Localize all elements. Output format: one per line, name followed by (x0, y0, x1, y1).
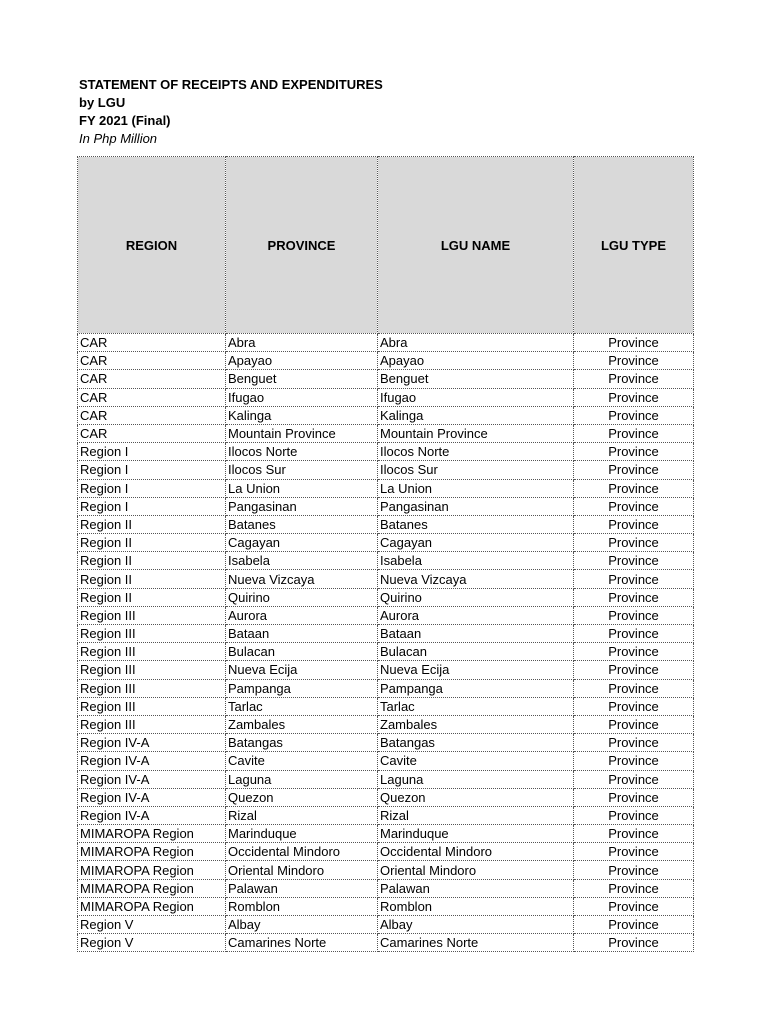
column-header-lgu-type: LGU TYPE (574, 157, 694, 334)
province-cell: Tarlac (226, 697, 378, 715)
region-cell: Region I (78, 461, 226, 479)
table-row (78, 534, 694, 552)
province-cell: Apayao (226, 352, 378, 370)
region-cell: Region III (78, 625, 226, 643)
province-cell: Ilocos Sur (226, 461, 378, 479)
column-header-province: PROVINCE (226, 157, 378, 334)
lgu-type-cell: Province (574, 788, 694, 806)
lgu-name-cell: Apayao (378, 352, 574, 370)
column-header-lgu-name: LGU NAME (378, 157, 574, 334)
table-row (78, 734, 694, 752)
province-cell: Benguet (226, 370, 378, 388)
lgu-name-cell: Abra (378, 334, 574, 352)
lgu-name-cell: Quezon (378, 788, 574, 806)
region-cell: MIMAROPA Region (78, 897, 226, 915)
province-cell: Bulacan (226, 643, 378, 661)
lgu-type-cell: Province (574, 443, 694, 461)
lgu-type-cell: Province (574, 588, 694, 606)
table-header-row (78, 157, 694, 334)
lgu-name-cell: Tarlac (378, 697, 574, 715)
lgu-type-cell: Province (574, 606, 694, 624)
lgu-name-cell: Quirino (378, 588, 574, 606)
lgu-name-cell: Kalinga (378, 406, 574, 424)
table-row (78, 897, 694, 915)
province-cell: Bataan (226, 625, 378, 643)
fiscal-year: FY 2021 (Final) (79, 113, 171, 128)
region-cell: CAR (78, 406, 226, 424)
table-row (78, 679, 694, 697)
lgu-type-cell: Province (574, 461, 694, 479)
province-cell: Laguna (226, 770, 378, 788)
lgu-name-cell: Laguna (378, 770, 574, 788)
table-row (78, 879, 694, 897)
lgu-name-cell: Pampanga (378, 679, 574, 697)
table-row (78, 916, 694, 934)
province-cell: Aurora (226, 606, 378, 624)
region-cell: Region III (78, 606, 226, 624)
lgu-type-cell: Province (574, 752, 694, 770)
region-cell: Region V (78, 916, 226, 934)
lgu-type-cell: Province (574, 770, 694, 788)
lgu-type-cell: Province (574, 916, 694, 934)
lgu-type-cell: Province (574, 861, 694, 879)
province-cell: Isabela (226, 552, 378, 570)
province-cell: Ifugao (226, 388, 378, 406)
table-row (78, 643, 694, 661)
province-cell: Camarines Norte (226, 934, 378, 952)
province-cell: La Union (226, 479, 378, 497)
table-row (78, 934, 694, 952)
report-header (79, 76, 383, 148)
province-cell: Batanes (226, 515, 378, 533)
region-cell: CAR (78, 424, 226, 442)
lgu-name-cell: Occidental Mindoro (378, 843, 574, 861)
province-cell: Quirino (226, 588, 378, 606)
table-row (78, 806, 694, 824)
region-cell: Region III (78, 697, 226, 715)
lgu-type-cell: Province (574, 897, 694, 915)
region-cell: Region I (78, 479, 226, 497)
region-cell: Region II (78, 570, 226, 588)
lgu-name-cell: Camarines Norte (378, 934, 574, 952)
lgu-name-cell: Ilocos Sur (378, 461, 574, 479)
province-cell: Abra (226, 334, 378, 352)
region-cell: CAR (78, 388, 226, 406)
lgu-name-cell: Palawan (378, 879, 574, 897)
table-row (78, 752, 694, 770)
table-row (78, 825, 694, 843)
province-cell: Nueva Vizcaya (226, 570, 378, 588)
table-row (78, 443, 694, 461)
region-cell: CAR (78, 352, 226, 370)
region-cell: Region IV-A (78, 806, 226, 824)
lgu-type-cell: Province (574, 843, 694, 861)
province-cell: Kalinga (226, 406, 378, 424)
table-row (78, 479, 694, 497)
lgu-name-cell: Batangas (378, 734, 574, 752)
province-cell: Zambales (226, 715, 378, 733)
region-cell: Region I (78, 497, 226, 515)
table-row (78, 334, 694, 352)
lgu-name-cell: Ifugao (378, 388, 574, 406)
province-cell: Batangas (226, 734, 378, 752)
lgu-name-cell: Mountain Province (378, 424, 574, 442)
lgu-type-cell: Province (574, 625, 694, 643)
province-cell: Mountain Province (226, 424, 378, 442)
region-cell: MIMAROPA Region (78, 825, 226, 843)
lgu-type-cell: Province (574, 497, 694, 515)
report-title: STATEMENT OF RECEIPTS AND EXPENDITURES (79, 77, 383, 92)
province-cell: Nueva Ecija (226, 661, 378, 679)
column-header-region: REGION (78, 157, 226, 334)
lgu-type-cell: Province (574, 679, 694, 697)
lgu-type-cell: Province (574, 352, 694, 370)
lgu-name-cell: Cavite (378, 752, 574, 770)
province-cell: Palawan (226, 879, 378, 897)
region-cell: Region V (78, 934, 226, 952)
report-grouping: by LGU (79, 95, 126, 110)
table-row (78, 697, 694, 715)
lgu-name-cell: Romblon (378, 897, 574, 915)
region-cell: Region III (78, 661, 226, 679)
province-cell: Pampanga (226, 679, 378, 697)
currency-unit: In Php Million (79, 131, 158, 146)
region-cell: Region IV-A (78, 788, 226, 806)
table-row (78, 843, 694, 861)
lgu-name-cell: Aurora (378, 606, 574, 624)
table-row (78, 497, 694, 515)
lgu-name-cell: Rizal (378, 806, 574, 824)
region-cell: Region III (78, 715, 226, 733)
lgu-type-cell: Province (574, 661, 694, 679)
lgu-type-cell: Province (574, 370, 694, 388)
lgu-type-cell: Province (574, 534, 694, 552)
lgu-table (77, 156, 694, 952)
lgu-name-cell: Bataan (378, 625, 574, 643)
lgu-type-cell: Province (574, 825, 694, 843)
region-cell: CAR (78, 334, 226, 352)
table-row (78, 352, 694, 370)
region-cell: Region II (78, 552, 226, 570)
province-cell: Rizal (226, 806, 378, 824)
province-cell: Cavite (226, 752, 378, 770)
lgu-name-cell: Pangasinan (378, 497, 574, 515)
table-row (78, 388, 694, 406)
lgu-name-cell: Ilocos Norte (378, 443, 574, 461)
province-cell: Quezon (226, 788, 378, 806)
lgu-type-cell: Province (574, 388, 694, 406)
region-cell: Region IV-A (78, 752, 226, 770)
lgu-name-cell: Isabela (378, 552, 574, 570)
lgu-name-cell: Oriental Mindoro (378, 861, 574, 879)
table-row (78, 570, 694, 588)
lgu-type-cell: Province (574, 879, 694, 897)
table-row (78, 788, 694, 806)
region-cell: Region IV-A (78, 734, 226, 752)
region-cell: Region I (78, 443, 226, 461)
table-row (78, 861, 694, 879)
table-body (78, 334, 694, 952)
lgu-type-cell: Province (574, 515, 694, 533)
province-cell: Oriental Mindoro (226, 861, 378, 879)
lgu-type-cell: Province (574, 552, 694, 570)
table-row (78, 370, 694, 388)
province-cell: Romblon (226, 897, 378, 915)
lgu-name-cell: Nueva Ecija (378, 661, 574, 679)
province-cell: Ilocos Norte (226, 443, 378, 461)
lgu-type-cell: Province (574, 806, 694, 824)
lgu-name-cell: Nueva Vizcaya (378, 570, 574, 588)
province-cell: Cagayan (226, 534, 378, 552)
province-cell: Occidental Mindoro (226, 843, 378, 861)
table-row (78, 515, 694, 533)
lgu-type-cell: Province (574, 697, 694, 715)
table-row (78, 424, 694, 442)
table-row (78, 606, 694, 624)
lgu-type-cell: Province (574, 424, 694, 442)
lgu-type-cell: Province (574, 334, 694, 352)
lgu-type-cell: Province (574, 570, 694, 588)
table-row (78, 406, 694, 424)
region-cell: Region III (78, 643, 226, 661)
lgu-name-cell: La Union (378, 479, 574, 497)
lgu-type-cell: Province (574, 479, 694, 497)
region-cell: Region III (78, 679, 226, 697)
lgu-name-cell: Cagayan (378, 534, 574, 552)
table-row (78, 552, 694, 570)
table-row (78, 770, 694, 788)
region-cell: MIMAROPA Region (78, 843, 226, 861)
lgu-type-cell: Province (574, 406, 694, 424)
region-cell: Region II (78, 588, 226, 606)
table-row (78, 715, 694, 733)
lgu-type-cell: Province (574, 934, 694, 952)
region-cell: MIMAROPA Region (78, 861, 226, 879)
lgu-type-cell: Province (574, 715, 694, 733)
lgu-name-cell: Batanes (378, 515, 574, 533)
region-cell: Region II (78, 534, 226, 552)
lgu-name-cell: Marinduque (378, 825, 574, 843)
region-cell: Region II (78, 515, 226, 533)
province-cell: Pangasinan (226, 497, 378, 515)
lgu-type-cell: Province (574, 643, 694, 661)
lgu-type-cell: Province (574, 734, 694, 752)
table-row (78, 588, 694, 606)
table-row (78, 625, 694, 643)
region-cell: CAR (78, 370, 226, 388)
region-cell: Region IV-A (78, 770, 226, 788)
province-cell: Marinduque (226, 825, 378, 843)
province-cell: Albay (226, 916, 378, 934)
lgu-name-cell: Bulacan (378, 643, 574, 661)
region-cell: MIMAROPA Region (78, 879, 226, 897)
lgu-name-cell: Zambales (378, 715, 574, 733)
lgu-name-cell: Albay (378, 916, 574, 934)
table-row (78, 461, 694, 479)
table-row (78, 661, 694, 679)
lgu-name-cell: Benguet (378, 370, 574, 388)
